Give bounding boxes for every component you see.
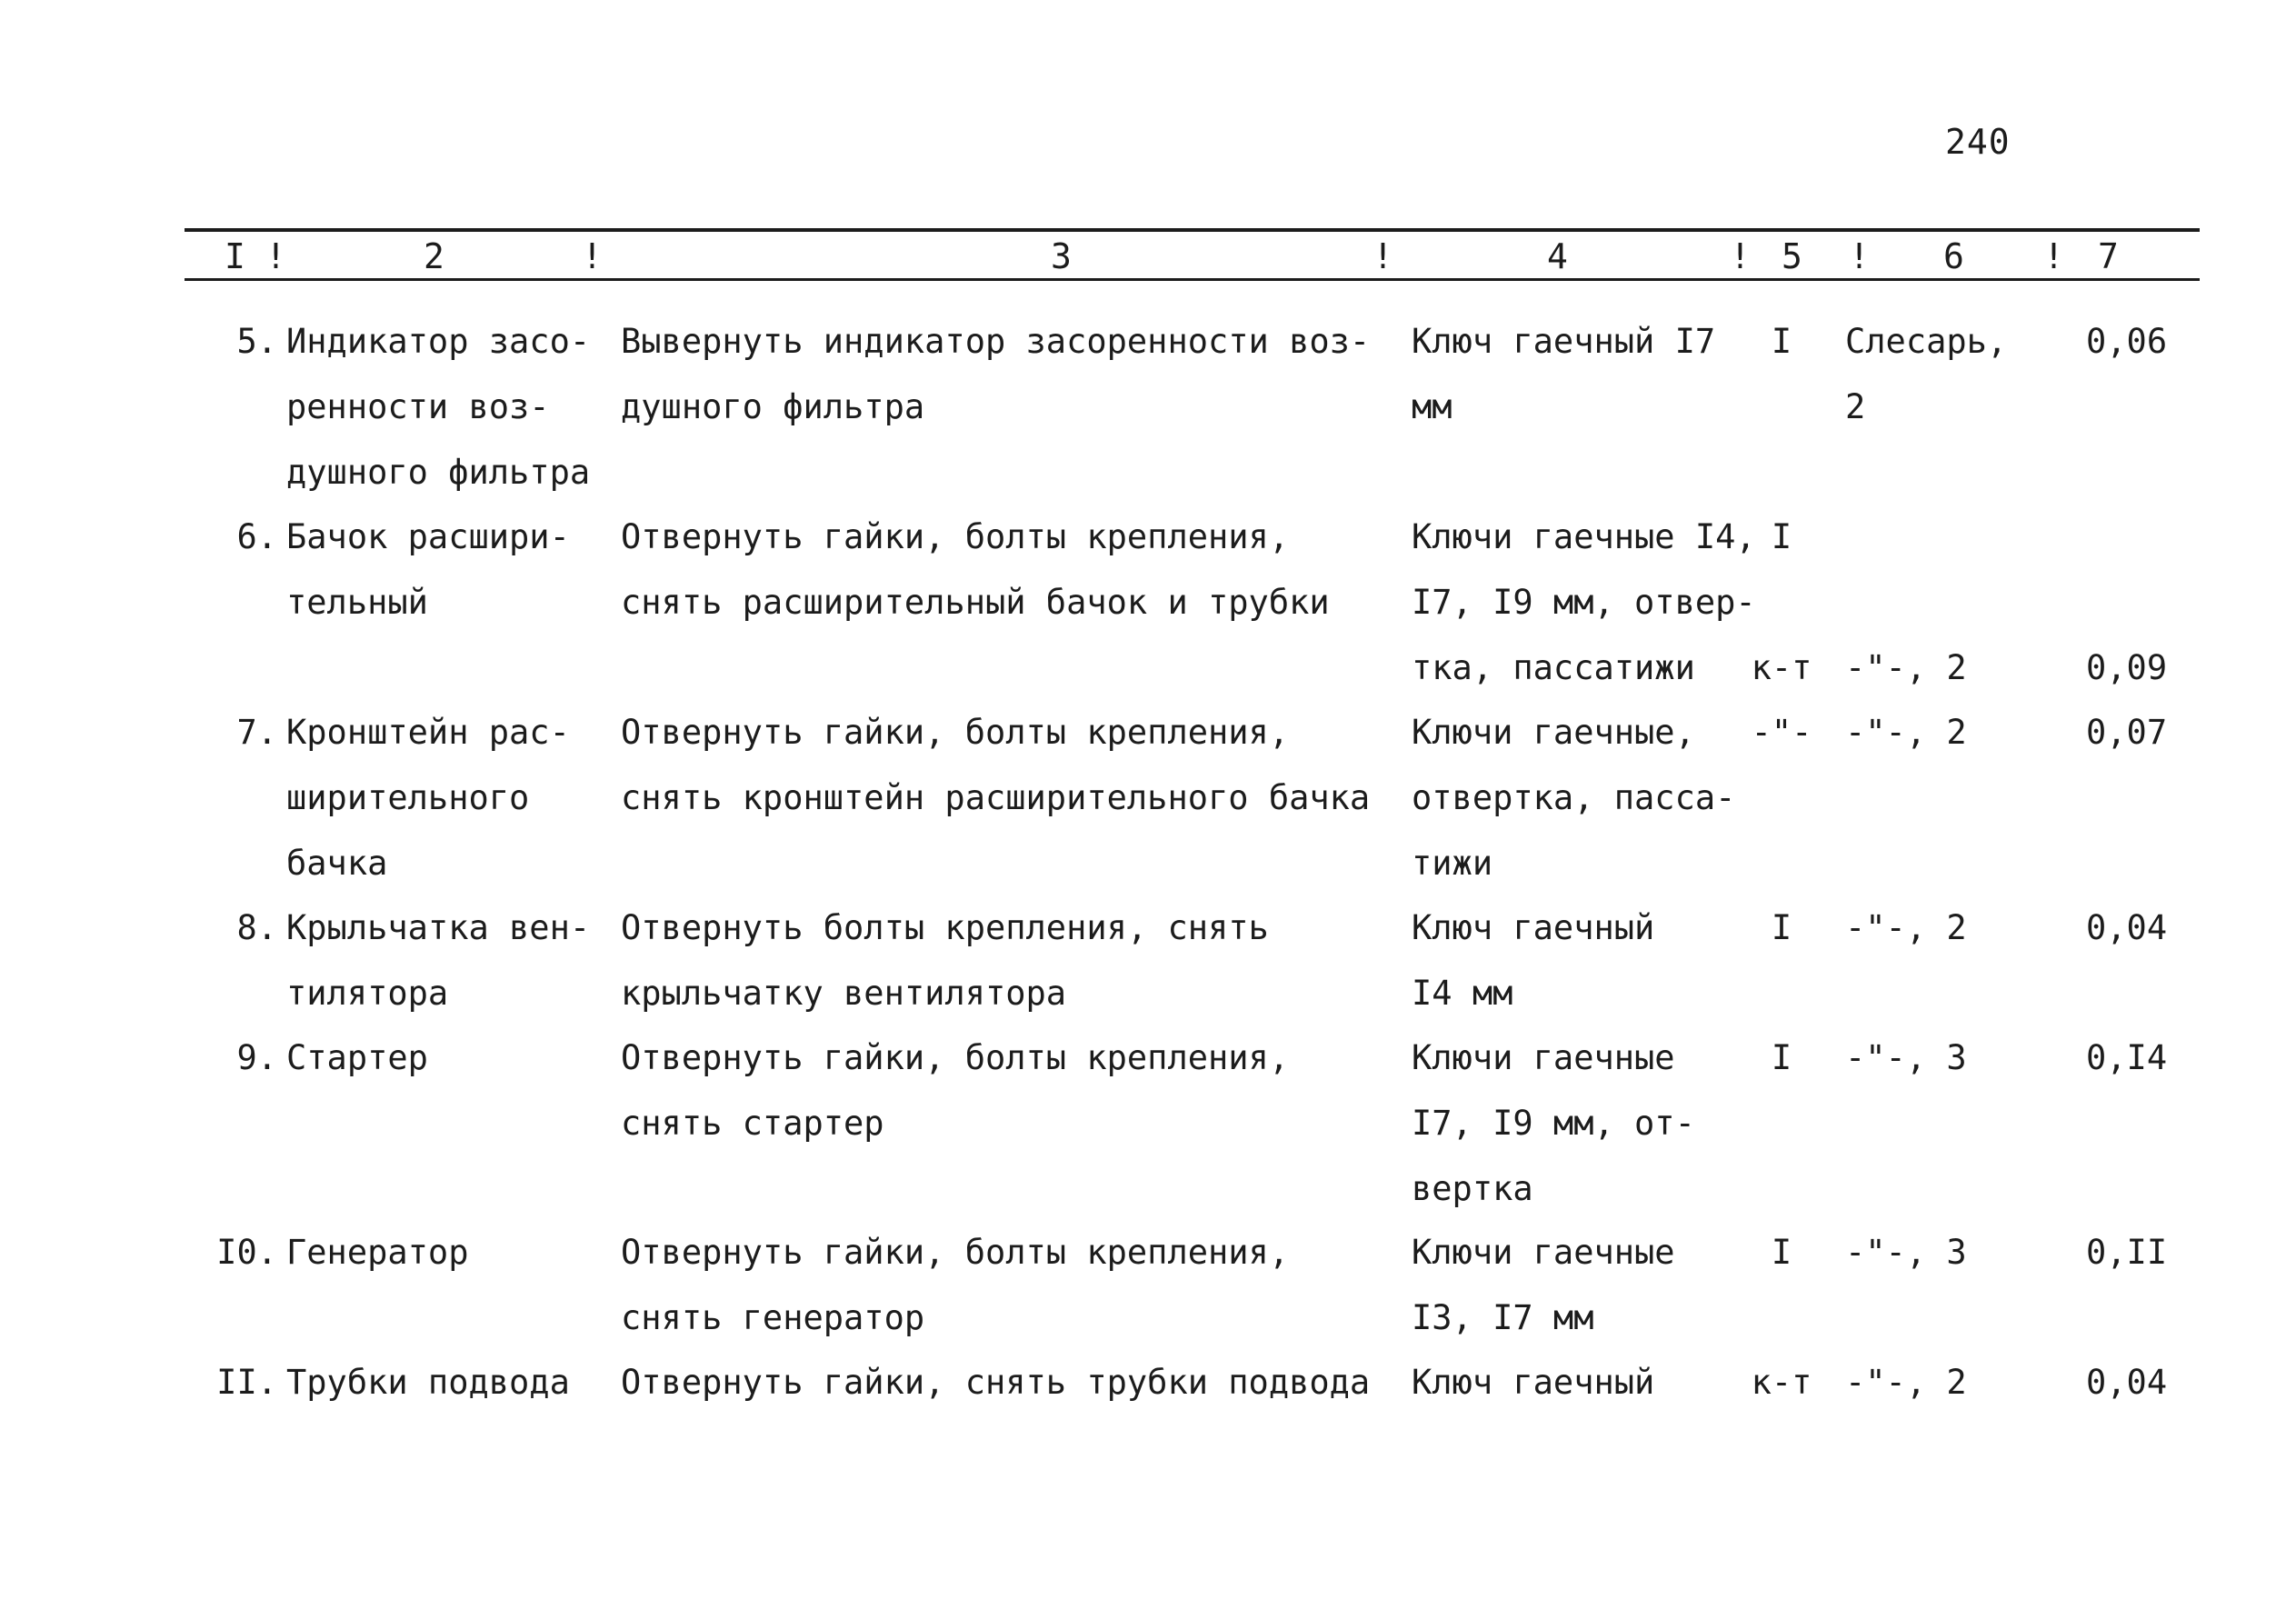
worker: -"-, 3: [1845, 1038, 1967, 1077]
worker: -"-, 2: [1845, 1363, 1967, 1402]
tools: мм: [1412, 387, 1452, 426]
header-separator: !: [1730, 236, 1751, 276]
tools: тка, пассатижи: [1412, 648, 1695, 687]
part-name: Трубки подвода: [286, 1363, 570, 1402]
tools: Ключ гаечный: [1412, 908, 1655, 947]
operation: крыльчатку вентилятора: [621, 974, 1067, 1013]
part-name: Кронштейн рас-: [286, 713, 570, 752]
part-name: бачка: [286, 844, 388, 883]
page-number: 240: [1945, 122, 2011, 162]
table-header-rule: [185, 278, 2200, 281]
operation: Отвернуть гайки, болты крепления,: [621, 517, 1290, 556]
part-name: душного фильтра: [286, 453, 591, 492]
part-name: Крыльчатка вен-: [286, 908, 591, 947]
time-norm: 0,04: [2086, 908, 2168, 947]
operation: снять кронштейн расширительного бачка: [621, 778, 1371, 817]
quantity: I: [1771, 1038, 1792, 1077]
time-norm: 0,07: [2086, 713, 2168, 752]
part-name: Индикатор засо-: [286, 322, 591, 361]
row-number: 7.: [236, 713, 277, 752]
tools: I3, I7 мм: [1412, 1298, 1594, 1337]
tools: Ключ гаечный: [1412, 1363, 1655, 1402]
header-col-4: 4: [1547, 236, 1568, 276]
operation: душного фильтра: [621, 387, 925, 426]
time-norm: 0,06: [2086, 322, 2168, 361]
tools: Ключи гаечные I4,: [1412, 517, 1756, 556]
tools: вертка: [1412, 1169, 1533, 1208]
operation: Отвернуть гайки, болты крепления,: [621, 1038, 1290, 1077]
quantity: к-т: [1751, 1363, 1812, 1402]
part-name: тилятора: [286, 974, 449, 1013]
part-name: ширительного: [286, 778, 530, 817]
worker: -"-, 2: [1845, 648, 1967, 687]
row-number: I0.: [216, 1233, 277, 1272]
row-number: II.: [216, 1363, 277, 1402]
quantity: к-т: [1751, 648, 1812, 687]
part-name: Бачок расшири-: [286, 517, 570, 556]
time-norm: 0,II: [2086, 1233, 2168, 1272]
part-name: ренности воз-: [286, 387, 550, 426]
header-separator: !: [2043, 236, 2064, 276]
header-col-3: 3: [1051, 236, 1072, 276]
tools: Ключи гаечные: [1412, 1038, 1675, 1077]
header-col-1: I: [225, 236, 245, 276]
row-number: 5.: [236, 322, 277, 361]
row-number: 8.: [236, 908, 277, 947]
quantity: -"-: [1751, 713, 1812, 752]
header-separator: !: [1373, 236, 1393, 276]
quantity: I: [1771, 517, 1792, 556]
operation: Вывернуть индикатор засоренности воз-: [621, 322, 1371, 361]
time-norm: 0,I4: [2086, 1038, 2168, 1077]
quantity: I: [1771, 908, 1792, 947]
operation: снять расширительный бачок и трубки: [621, 583, 1330, 622]
operation: снять генератор: [621, 1298, 925, 1337]
time-norm: 0,09: [2086, 648, 2168, 687]
worker: -"-, 2: [1845, 908, 1967, 947]
part-name: Генератор: [286, 1233, 469, 1272]
worker: -"-, 3: [1845, 1233, 1967, 1272]
header-separator: !: [265, 236, 286, 276]
tools: тижи: [1412, 844, 1493, 883]
header-separator: !: [1849, 236, 1870, 276]
header-col-7: 7: [2098, 236, 2119, 276]
part-name: Стартер: [286, 1038, 428, 1077]
row-number: 9.: [236, 1038, 277, 1077]
tools: отвертка, пасса-: [1412, 778, 1736, 817]
time-norm: 0,04: [2086, 1363, 2168, 1402]
tools: Ключ гаечный I7: [1412, 322, 1716, 361]
operation: Отвернуть гайки, болты крепления,: [621, 1233, 1290, 1272]
tools: I7, I9 мм, отвер-: [1412, 583, 1756, 622]
tools: I7, I9 мм, от-: [1412, 1104, 1695, 1143]
part-name: тельный: [286, 583, 428, 622]
row-number: 6.: [236, 517, 277, 556]
worker: -"-, 2: [1845, 713, 1967, 752]
tools: I4 мм: [1412, 974, 1513, 1013]
quantity: I: [1771, 322, 1792, 361]
header-col-5: 5: [1782, 236, 1802, 276]
table-top-rule: [185, 228, 2200, 232]
operation: снять стартер: [621, 1104, 884, 1143]
operation: Отвернуть гайки, снять трубки подвода: [621, 1363, 1371, 1402]
worker: Слесарь,: [1845, 322, 2008, 361]
header-col-6: 6: [1943, 236, 1964, 276]
header-separator: !: [582, 236, 603, 276]
tools: Ключи гаечные: [1412, 1233, 1675, 1272]
quantity: I: [1771, 1233, 1792, 1272]
header-col-2: 2: [424, 236, 444, 276]
worker: 2: [1845, 387, 1866, 426]
tools: Ключи гаечные,: [1412, 713, 1695, 752]
operation: Отвернуть болты крепления, снять: [621, 908, 1269, 947]
operation: Отвернуть гайки, болты крепления,: [621, 713, 1290, 752]
